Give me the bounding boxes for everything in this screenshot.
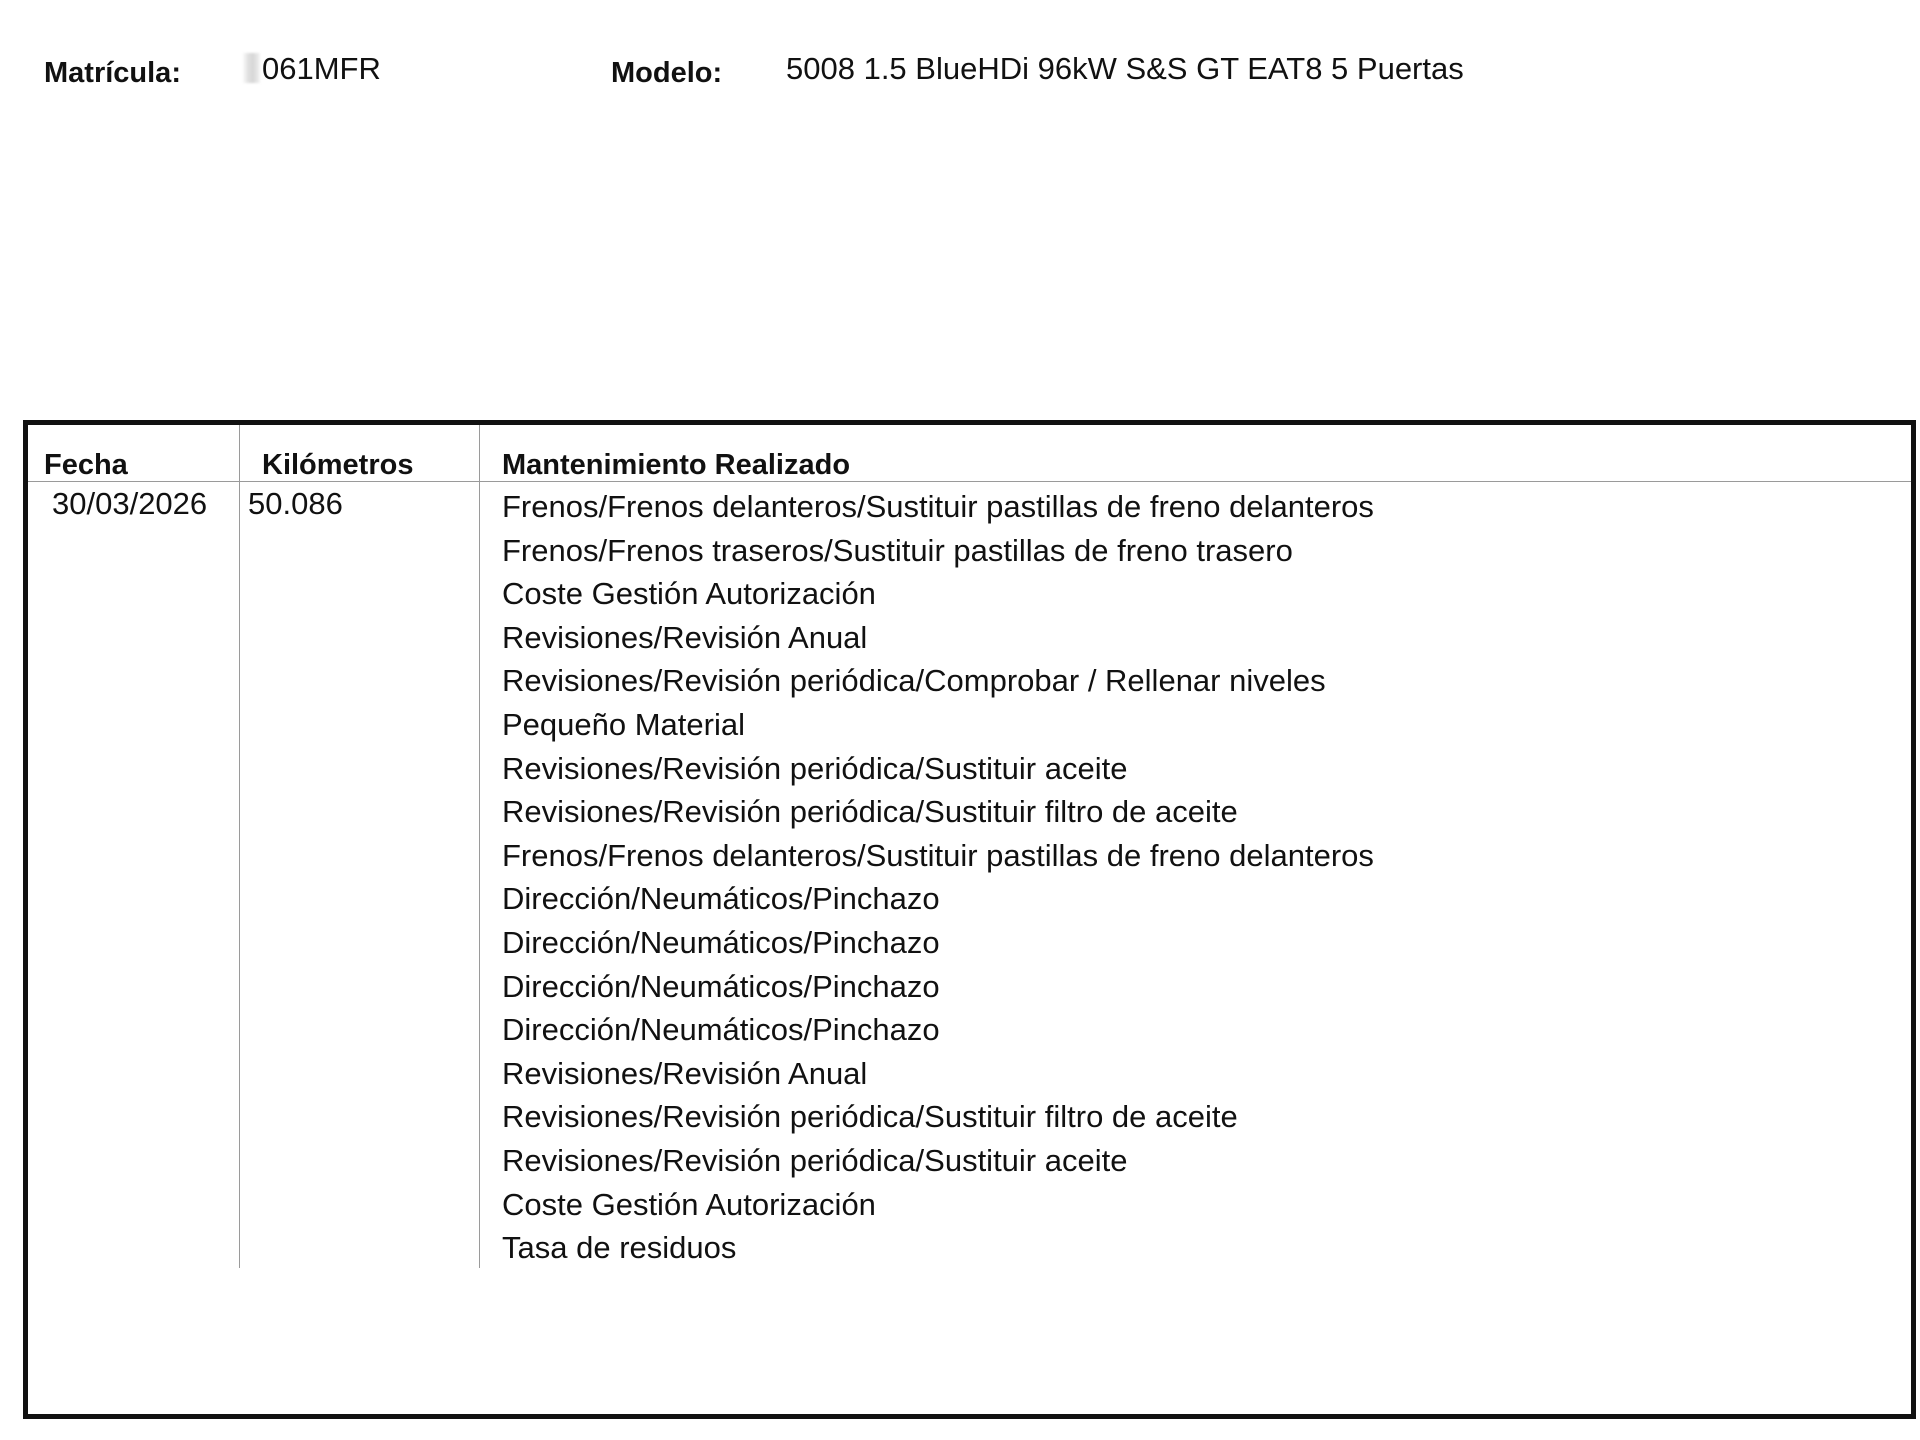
list-item: Revisiones/Revisión periódica/Sustituir filtro de aceite	[502, 1099, 1238, 1135]
plate-label: Matrícula:	[44, 57, 181, 89]
list-item: Tasa de residuos	[502, 1230, 737, 1266]
list-item: Frenos/Frenos traseros/Sustituir pastillas de freno trasero	[502, 532, 1293, 568]
list-item: Dirección/Neumáticos/Pinchazo	[502, 924, 940, 960]
list-item: Revisiones/Revisión Anual	[502, 1055, 868, 1091]
column-header-maintenance: Mantenimiento Realizado	[502, 449, 851, 481]
list-item: Revisiones/Revisión Anual	[502, 619, 868, 655]
plate-value: 061MFR	[262, 51, 381, 86]
redaction-blur	[242, 53, 260, 83]
list-item: Dirección/Neumáticos/Pinchazo	[502, 1012, 940, 1048]
list-item: Frenos/Frenos delanteros/Sustituir pastillas de freno delanteros	[502, 837, 1374, 873]
model-value: 5008 1.5 BlueHDi 96kW S&S GT EAT8 5 Puertas	[786, 51, 1464, 86]
list-item: Revisiones/Revisión periódica/Sustituir filtro de aceite	[502, 794, 1238, 830]
row-date: 30/03/2026	[52, 486, 208, 521]
list-item: Revisiones/Revisión periódica/Sustituir aceite	[502, 750, 1128, 786]
column-divider	[479, 425, 480, 1268]
list-item: Coste Gestión Autorización	[502, 576, 876, 612]
list-item: Coste Gestión Autorización	[502, 1186, 876, 1222]
list-item: Dirección/Neumáticos/Pinchazo	[502, 881, 940, 917]
model-label: Modelo:	[611, 57, 723, 89]
list-item: Dirección/Neumáticos/Pinchazo	[502, 968, 940, 1004]
list-item: Frenos/Frenos delanteros/Sustituir pastillas de freno delanteros	[502, 489, 1374, 524]
list-item: Revisiones/Revisión periódica/Comprobar / Rellenar niveles	[502, 663, 1326, 699]
column-header-km: Kilómetros	[262, 449, 414, 481]
plate-field	[242, 51, 381, 87]
column-divider	[239, 425, 240, 1268]
maintenance-items-list	[502, 489, 1374, 1274]
list-item: Revisiones/Revisión periódica/Sustituir aceite	[502, 1142, 1128, 1178]
row-km: 50.086	[248, 486, 343, 521]
list-item: Pequeño Material	[502, 706, 745, 742]
column-header-date: Fecha	[44, 449, 128, 481]
